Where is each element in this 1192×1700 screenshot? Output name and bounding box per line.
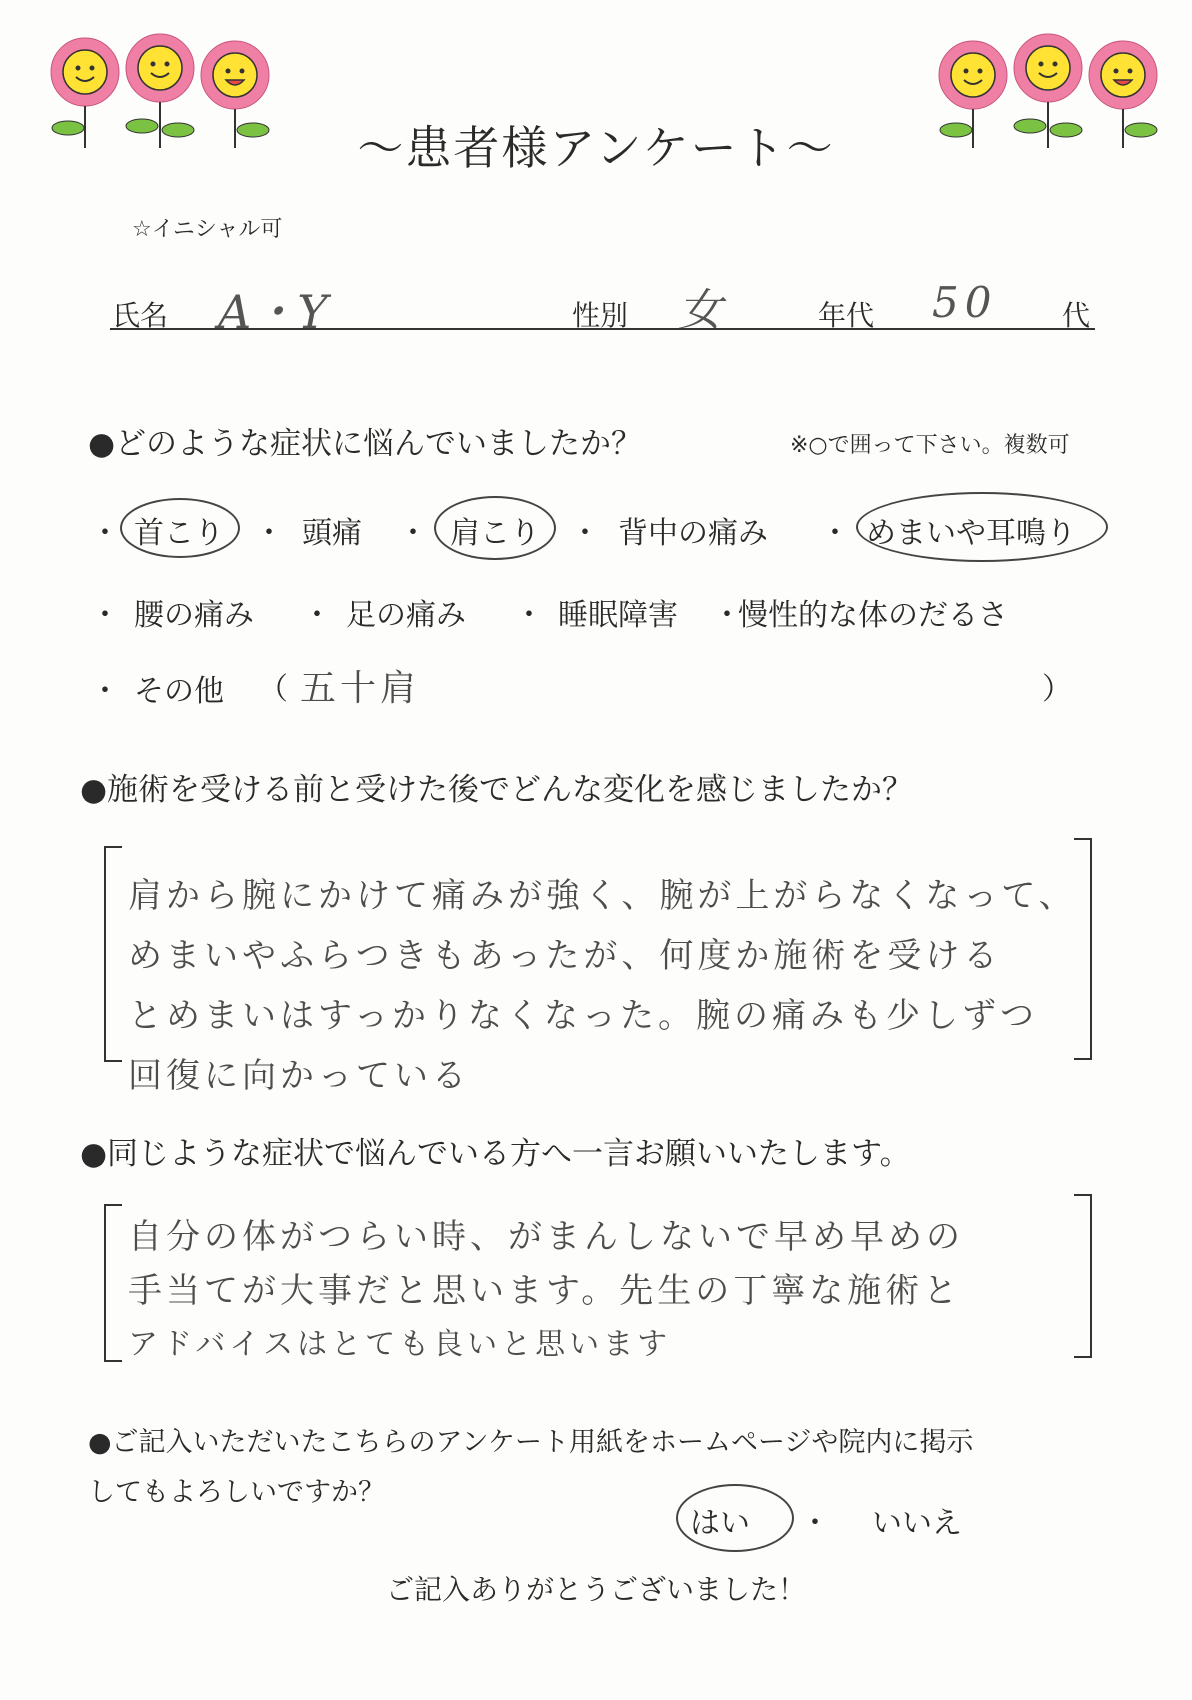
age-suffix: 代 [1062,299,1091,332]
answer-bracket-right [1074,1194,1092,1358]
answer-line: とめまいはすっかりなくなった。腕の痛みも少しずつ [128,996,1038,1036]
no-option[interactable]: いいえ [872,1506,962,1541]
q2-question: ●施術を受ける前と受けた後でどんな変化を感じましたか？ [80,772,914,808]
bullet: ・ [514,598,544,633]
q1-note: ※○で囲って下さい。複数可 [790,433,1070,458]
answer-line: 回復に向かっている [128,1056,470,1096]
option-sleep-disorder[interactable]: 睡眠障害 [558,598,678,633]
option-other-label: その他 [134,674,224,709]
selected-circle [856,492,1108,562]
selected-circle [676,1484,794,1552]
bullet: ・ [820,516,850,551]
q3-question: ●同じような症状で悩んでいる方へ一言お願いいたします。 [80,1136,911,1172]
option-dizziness-tinnitus[interactable]: めまいや耳鳴り [866,516,1076,551]
q4-question-line2: してもよろしいですか？ [88,1477,385,1508]
option-back-pain[interactable]: 背中の痛み [618,516,768,551]
bullet: ・ [712,598,742,633]
bullet: ・ [254,516,284,551]
bullet: ・ [90,598,120,633]
gender-value[interactable]: 女 [678,285,722,336]
bullet: ・ [302,598,332,633]
answer-line: 肩から腕にかけて痛みが強く、腕が上がらなくなって、 [128,876,1077,916]
option-other-value[interactable]: 五十肩 [300,668,421,709]
answer-line: 手当てが大事だと思います。先生の丁寧な施術と [128,1271,962,1311]
answer-bracket-left [104,846,122,1062]
answer-line: アドバイスはとても良いと思います [128,1327,672,1362]
option-neck-stiffness[interactable]: 首こり [134,516,224,551]
option-lower-back-pain[interactable]: 腰の痛み [134,598,254,633]
answer-bracket-left [104,1204,122,1362]
name-value[interactable]: A・Y [218,285,328,339]
name-label: 氏名 [112,299,169,332]
thanks-message: ご記入ありがとうございました！ [385,1573,806,1606]
q3-answer[interactable] [128,1210,964,1372]
answer-line: めまいやふらつきもあったが、何度か施術を受ける [128,936,1002,976]
gender-label: 性別 [572,299,629,332]
answer-line: 自分の体がつらい時、がまんしないで早め早めの [128,1217,964,1257]
option-separator: ・ [800,1506,830,1541]
age-label: 年代 [818,299,875,332]
option-chronic-fatigue[interactable]: 慢性的な体のだるさ [738,598,1008,633]
bullet: ・ [570,516,600,551]
info-underline [110,328,1095,330]
option-headache[interactable]: 頭痛 [302,516,362,551]
page-title: ～患者様アンケート～ [357,121,835,175]
answer-bracket-right [1074,838,1092,1060]
q2-answer[interactable] [128,866,1077,1106]
initial-note: ☆イニシャル可 [132,217,283,242]
other-open-paren: （ [258,672,288,707]
yes-option[interactable]: はい [690,1506,750,1541]
q4-question-line1: ●ご記入いただいたこちらのアンケート用紙をホームページや院内に掲示 [88,1427,974,1458]
q1-question: ●どのような症状に悩んでいましたか？ [88,426,643,462]
age-value[interactable]: 50 [932,278,998,327]
option-leg-pain[interactable]: 足の痛み [346,598,466,633]
option-shoulder-stiffness[interactable]: 肩こり [450,516,540,551]
bullet: ・ [398,516,428,551]
selected-circle [120,498,240,558]
other-close-paren: ） [1042,672,1072,707]
bullet: ・ [90,516,120,551]
bullet: ・ [90,674,120,709]
selected-circle [434,496,556,560]
